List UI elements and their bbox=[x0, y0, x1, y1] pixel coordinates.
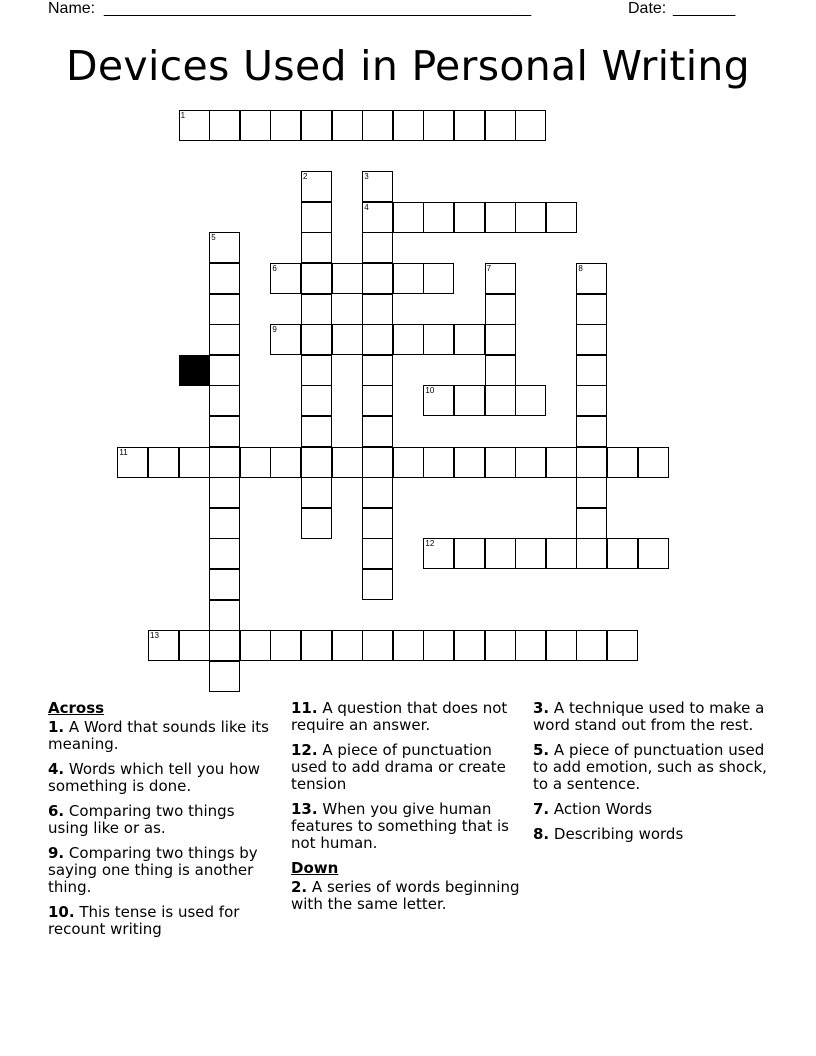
clue-text: A technique used to make a word stand out from the rest. bbox=[533, 699, 765, 734]
clue-down-7 bbox=[533, 801, 773, 818]
cell-number: 3 bbox=[364, 172, 369, 182]
crossword-cell[interactable] bbox=[546, 538, 577, 569]
crossword-cell[interactable] bbox=[454, 202, 485, 233]
crossword-cell[interactable] bbox=[332, 263, 363, 294]
crossword-cell[interactable] bbox=[209, 661, 240, 692]
crossword-cell[interactable] bbox=[393, 263, 424, 294]
crossword-cell[interactable] bbox=[270, 630, 301, 661]
crossword-cell[interactable] bbox=[240, 447, 271, 478]
crossword-cell[interactable] bbox=[362, 538, 393, 569]
clue-across-6 bbox=[48, 803, 273, 837]
clue-number: 4. bbox=[48, 760, 65, 778]
crossword-cell[interactable] bbox=[332, 324, 363, 355]
crossword-cell[interactable] bbox=[362, 630, 393, 661]
clue-down-5 bbox=[533, 742, 773, 793]
clue-text: Describing words bbox=[553, 825, 684, 843]
crossword-cell[interactable] bbox=[362, 294, 393, 325]
crossword-cell[interactable] bbox=[576, 538, 607, 569]
crossword-cell[interactable] bbox=[393, 202, 424, 233]
crossword-cell[interactable] bbox=[485, 110, 516, 141]
clue-across-1 bbox=[48, 719, 273, 753]
crossword-cell[interactable] bbox=[454, 630, 485, 661]
crossword-cell[interactable] bbox=[209, 600, 240, 631]
crossword-cell[interactable] bbox=[301, 324, 332, 355]
crossword-cell[interactable] bbox=[209, 324, 240, 355]
clue-text: A series of words beginning with the same letter. bbox=[291, 878, 520, 913]
crossword-cell[interactable] bbox=[485, 324, 516, 355]
clue-text: A piece of punctuation used to add drama or create tension bbox=[291, 741, 506, 793]
crossword-cell[interactable] bbox=[485, 355, 516, 386]
crossword-cell[interactable] bbox=[607, 447, 638, 478]
crossword-cell[interactable] bbox=[301, 508, 332, 539]
clue-column-2 bbox=[291, 700, 526, 921]
clue-number: 12. bbox=[291, 741, 318, 759]
crossword-cell[interactable] bbox=[485, 294, 516, 325]
across-heading: Across bbox=[48, 699, 105, 717]
clue-across-4 bbox=[48, 761, 273, 795]
crossword-cell[interactable] bbox=[209, 416, 240, 447]
crossword-cell[interactable] bbox=[209, 385, 240, 416]
crossword-cell[interactable] bbox=[270, 447, 301, 478]
cell-number: 2 bbox=[303, 172, 308, 182]
crossword-cell[interactable] bbox=[485, 630, 516, 661]
crossword-cell[interactable] bbox=[362, 569, 393, 600]
clue-number: 10. bbox=[48, 903, 75, 921]
crossword-cell[interactable] bbox=[332, 630, 363, 661]
clue-text: A Word that sounds like its meaning. bbox=[48, 718, 269, 753]
crossword-cell[interactable] bbox=[301, 355, 332, 386]
crossword-cell[interactable] bbox=[301, 477, 332, 508]
crossword-cell[interactable] bbox=[301, 630, 332, 661]
crossword-cell[interactable] bbox=[209, 263, 240, 294]
crossword-cell[interactable] bbox=[454, 324, 485, 355]
crossword-cell[interactable] bbox=[485, 447, 516, 478]
clue-number: 7. bbox=[533, 800, 550, 818]
page-title: Devices Used in Personal Writing bbox=[65, 42, 751, 90]
crossword-cell[interactable] bbox=[576, 416, 607, 447]
clue-number: 3. bbox=[533, 699, 550, 717]
crossword-cell[interactable] bbox=[576, 294, 607, 325]
clue-text: A piece of punctuation used to add emotion, such as shock, to a sentence. bbox=[533, 741, 767, 793]
crossword-cell[interactable] bbox=[393, 110, 424, 141]
crossword-cell[interactable] bbox=[576, 324, 607, 355]
crossword-cell[interactable] bbox=[148, 630, 179, 661]
clue-number: 1. bbox=[48, 718, 65, 736]
clue-column-3 bbox=[533, 700, 773, 851]
crossword-cell[interactable] bbox=[454, 538, 485, 569]
date-label: Date: bbox=[628, 0, 667, 17]
crossword-cell[interactable] bbox=[301, 171, 332, 202]
crossword-cell[interactable] bbox=[423, 385, 454, 416]
crossword-cell[interactable] bbox=[393, 324, 424, 355]
name-field[interactable]: ________________________________________________ bbox=[104, 0, 532, 17]
crossword-cell[interactable] bbox=[515, 110, 546, 141]
crossword-cell[interactable] bbox=[576, 447, 607, 478]
clue-across-12 bbox=[291, 742, 526, 793]
clue-text: This tense is used for recount writing bbox=[48, 903, 240, 938]
crossword-cell[interactable] bbox=[485, 538, 516, 569]
clue-text: Comparing two things by saying one thing is another thing. bbox=[48, 844, 258, 896]
crossword-cell[interactable] bbox=[515, 630, 546, 661]
crossword-cell[interactable] bbox=[301, 263, 332, 294]
crossword-cell[interactable] bbox=[301, 110, 332, 141]
crossword-cell[interactable] bbox=[209, 110, 240, 141]
clue-down-3 bbox=[533, 700, 773, 734]
crossword-cell[interactable] bbox=[362, 232, 393, 263]
clue-down-8 bbox=[533, 826, 773, 843]
crossword-cell[interactable] bbox=[362, 508, 393, 539]
crossword-cell[interactable] bbox=[209, 477, 240, 508]
crossword-cell[interactable] bbox=[607, 538, 638, 569]
crossword-cell[interactable] bbox=[485, 385, 516, 416]
crossword-cell[interactable] bbox=[301, 385, 332, 416]
crossword-cell[interactable] bbox=[362, 110, 393, 141]
crossword-cell[interactable] bbox=[270, 110, 301, 141]
crossword-cell[interactable] bbox=[362, 171, 393, 202]
crossword-cell[interactable] bbox=[576, 508, 607, 539]
name-label: Name: bbox=[48, 0, 96, 17]
crossword-cell[interactable] bbox=[423, 263, 454, 294]
crossword-cell[interactable] bbox=[209, 355, 240, 386]
cell-number: 9 bbox=[272, 325, 277, 335]
crossword-cell[interactable] bbox=[454, 447, 485, 478]
crossword-cell[interactable] bbox=[607, 630, 638, 661]
crossword-cell[interactable] bbox=[638, 538, 669, 569]
cell-number: 10 bbox=[425, 386, 435, 396]
crossword-cell[interactable] bbox=[423, 630, 454, 661]
crossword-cell[interactable] bbox=[423, 447, 454, 478]
crossword-cell[interactable] bbox=[362, 416, 393, 447]
crossword-cell[interactable] bbox=[362, 355, 393, 386]
crossword-cell[interactable] bbox=[301, 202, 332, 233]
crossword-cell[interactable] bbox=[270, 324, 301, 355]
crossword-cell[interactable] bbox=[179, 110, 210, 141]
crossword-cell[interactable] bbox=[240, 630, 271, 661]
cell-number: 4 bbox=[364, 202, 369, 212]
clue-across-9 bbox=[48, 845, 273, 896]
crossword-cell[interactable] bbox=[332, 110, 363, 141]
crossword-cell[interactable] bbox=[240, 110, 271, 141]
crossword-cell[interactable] bbox=[362, 263, 393, 294]
crossword-cell[interactable] bbox=[546, 202, 577, 233]
crossword-cell[interactable] bbox=[301, 416, 332, 447]
crossword-cell[interactable] bbox=[454, 110, 485, 141]
crossword-cell[interactable] bbox=[362, 477, 393, 508]
cell-number: 1 bbox=[180, 111, 186, 120]
crossword-cell[interactable] bbox=[301, 294, 332, 325]
clue-number: 11. bbox=[291, 699, 318, 717]
crossword-cell[interactable] bbox=[209, 447, 240, 478]
cell-number: 6 bbox=[272, 264, 277, 273]
crossword-cell[interactable] bbox=[638, 447, 669, 478]
crossword-cell[interactable] bbox=[485, 202, 516, 233]
down-heading: Down bbox=[291, 859, 339, 877]
crossword-black-cell bbox=[179, 355, 210, 386]
clue-number: 13. bbox=[291, 800, 318, 818]
clue-number: 5. bbox=[533, 741, 550, 759]
crossword-cell[interactable] bbox=[148, 447, 179, 478]
crossword-cell[interactable] bbox=[209, 630, 240, 661]
crossword-cell[interactable] bbox=[576, 355, 607, 386]
clue-number: 6. bbox=[48, 802, 65, 820]
crossword-cell[interactable] bbox=[423, 202, 454, 233]
crossword-cell[interactable] bbox=[515, 538, 546, 569]
crossword-cell[interactable] bbox=[209, 294, 240, 325]
clue-number: 9. bbox=[48, 844, 65, 862]
crossword-cell[interactable] bbox=[485, 263, 516, 294]
crossword-cell[interactable] bbox=[454, 385, 485, 416]
clue-across-11 bbox=[291, 700, 526, 734]
cell-number: 5 bbox=[211, 233, 216, 243]
crossword-cell[interactable] bbox=[515, 202, 546, 233]
crossword-cell[interactable] bbox=[576, 385, 607, 416]
crossword-cell[interactable] bbox=[209, 508, 240, 539]
crossword-cell[interactable] bbox=[423, 324, 454, 355]
crossword-cell[interactable] bbox=[393, 630, 424, 661]
crossword-cell[interactable] bbox=[209, 232, 240, 263]
crossword-cell[interactable] bbox=[546, 447, 577, 478]
clue-text: A question that does not require an answer. bbox=[291, 699, 508, 734]
date-field[interactable]: _______ bbox=[673, 0, 736, 17]
crossword-cell[interactable] bbox=[270, 263, 301, 294]
crossword-cell[interactable] bbox=[179, 630, 210, 661]
crossword-cell[interactable] bbox=[332, 447, 363, 478]
crossword-cell[interactable] bbox=[423, 538, 454, 569]
clue-across-13 bbox=[291, 801, 526, 852]
crossword-cell[interactable] bbox=[393, 447, 424, 478]
crossword-cell[interactable] bbox=[117, 447, 148, 478]
clue-column-1 bbox=[48, 700, 273, 946]
crossword-cell[interactable] bbox=[362, 202, 393, 233]
crossword-cell[interactable] bbox=[362, 324, 393, 355]
crossword-cell[interactable] bbox=[576, 263, 607, 294]
clue-across-10 bbox=[48, 904, 273, 938]
crossword-cell[interactable] bbox=[209, 569, 240, 600]
clue-number: 2. bbox=[291, 878, 308, 896]
cell-number: 12 bbox=[425, 539, 435, 549]
clue-text: Comparing two things using like or as. bbox=[48, 802, 235, 837]
crossword-cell[interactable] bbox=[515, 385, 546, 416]
crossword-cell[interactable] bbox=[423, 110, 454, 141]
crossword-cell[interactable] bbox=[546, 630, 577, 661]
crossword-cell[interactable] bbox=[362, 447, 393, 478]
crossword-cell[interactable] bbox=[301, 232, 332, 263]
cell-number: 7 bbox=[486, 264, 492, 273]
cell-number: 13 bbox=[150, 631, 159, 641]
crossword-cell[interactable] bbox=[301, 447, 332, 478]
cell-number: 8 bbox=[578, 264, 583, 273]
clue-number: 8. bbox=[533, 825, 550, 843]
crossword-cell[interactable] bbox=[576, 630, 607, 661]
crossword-cell[interactable] bbox=[179, 447, 210, 478]
clue-text: When you give human features to something that is not human. bbox=[291, 800, 509, 852]
crossword-cell[interactable] bbox=[209, 538, 240, 569]
clue-down-2 bbox=[291, 879, 526, 913]
crossword-cell[interactable] bbox=[576, 477, 607, 508]
crossword-cell[interactable] bbox=[515, 447, 546, 478]
clue-text: Words which tell you how something is done. bbox=[48, 760, 261, 795]
crossword-cell[interactable] bbox=[362, 385, 393, 416]
cell-number: 11 bbox=[119, 447, 128, 457]
clue-text: Action Words bbox=[553, 800, 653, 818]
